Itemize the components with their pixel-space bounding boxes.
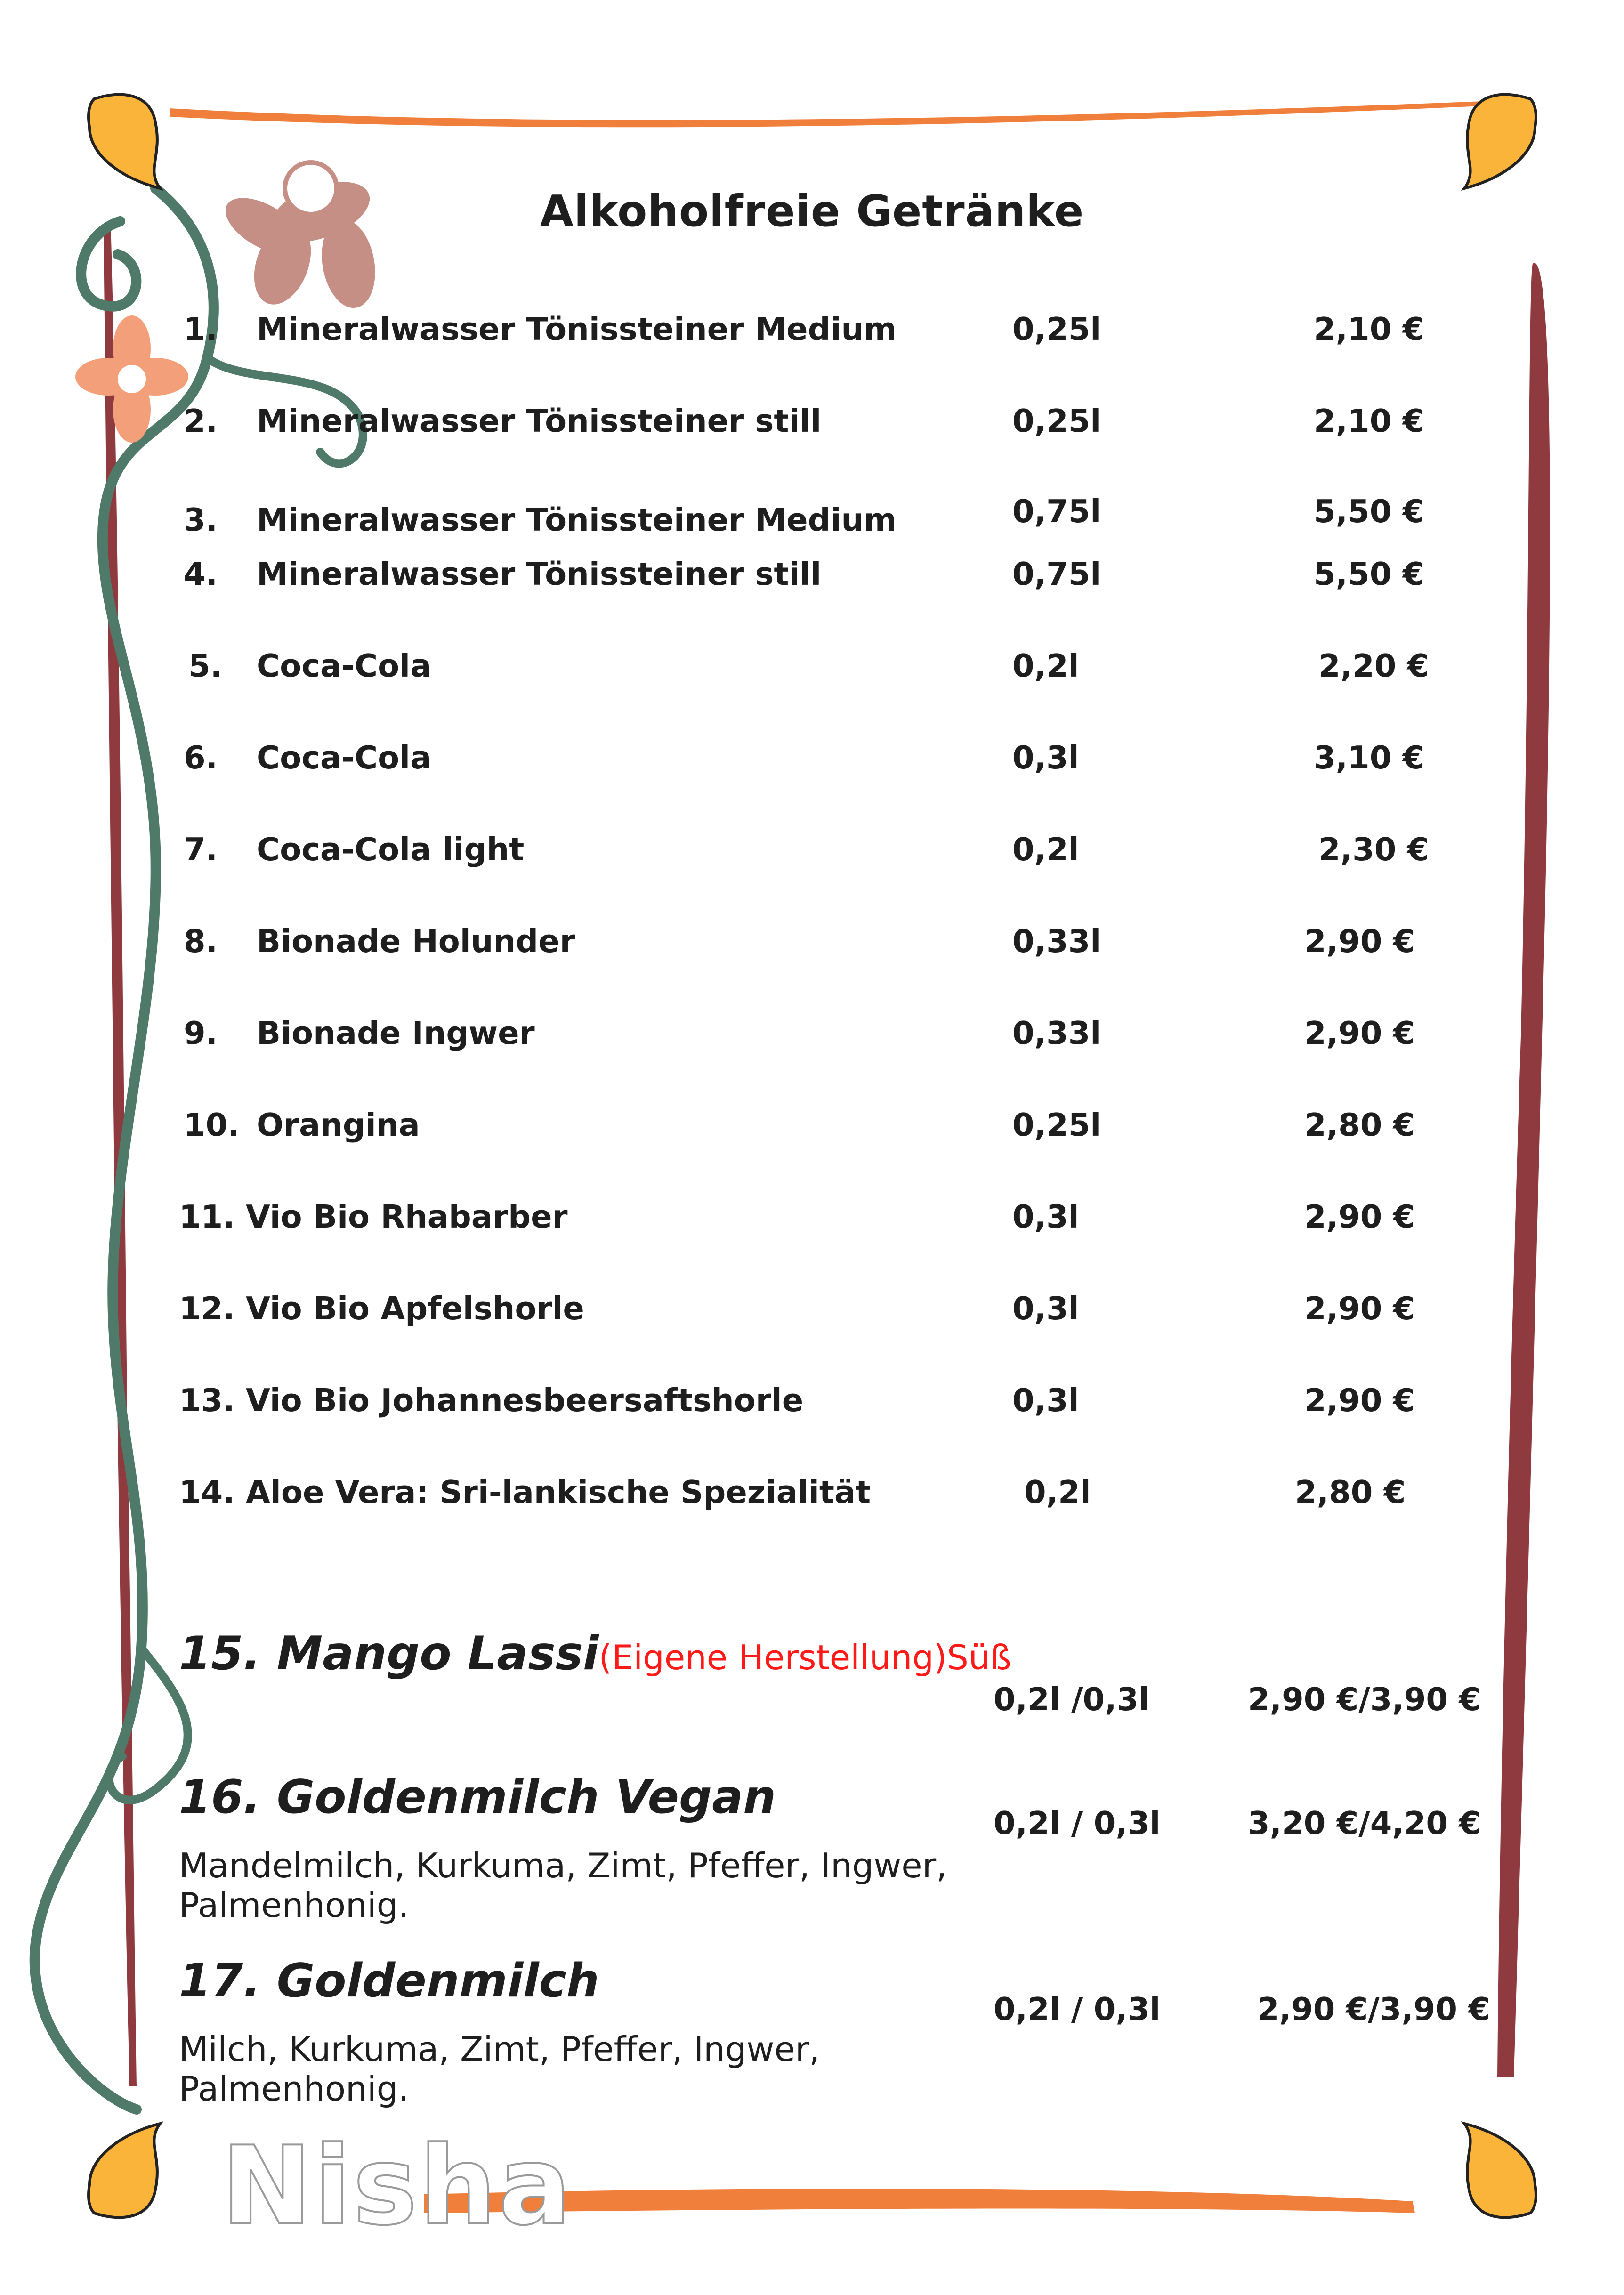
special-size: 0,2l / 0,3l [994,1991,1161,2028]
menu-item: 2. Mineralwasser Tönissteiner still 0,25l 2,10 € [184,403,1425,439]
special-description: Milch, Kurkuma, Zimt, Pfeffer, Ingwer, Palmenhonig. [179,2029,820,2109]
corner-bottom-left [89,2124,160,2217]
menu-item: 13. Vio Bio Johannesbeersaftshorle 0,3l 2,90 € [179,1382,1415,1419]
special-price: 3,20 €/4,20 € [1248,1805,1481,1842]
menu-item: 14. Aloe Vera: Sri-lankische Spezialität 0,2l 2,80 € [179,1474,1406,1511]
logo: Nisha [221,2124,574,2249]
menu-item: 11. Vio Bio Rhabarber 0,3l 2,90 € [179,1198,1415,1235]
special-description: Mandelmilch, Kurkuma, Zimt, Pfeffer, Ingwer, Palmenhonig. [179,1846,947,1925]
menu-item: 5. Coca-Cola 0,2l 2,20 € [188,647,1430,684]
menu-item: 12. Vio Bio Apfelshorle 0,3l 2,90 € [179,1290,1415,1327]
special-size: 0,2l /0,3l [994,1681,1150,1718]
special-size: 0,2l / 0,3l [994,1805,1161,1842]
menu-item: 9. Bionade Ingwer 0,33l 2,90 € [184,1015,1415,1051]
menu-item: 6. Coca-Cola 0,3l 3,10 € [184,739,1425,776]
menu-item: 10. Orangina 0,25l 2,80 € [184,1107,1415,1143]
corner-top-right [1464,95,1536,188]
special-item: 16. Goldenmilch Vegan [179,1770,776,1824]
corner-bottom-right [1464,2124,1536,2217]
menu-item: 7. Coca-Cola light 0,2l 2,30 € [184,831,1430,868]
special-price: 2,90 €/3,90 € [1248,1681,1481,1718]
top-brush-stroke [170,101,1483,127]
menu-item: 1. Mineralwasser Tönissteiner Medium 0,25l 2,10 € [184,311,1425,347]
special-item: 17. Goldenmilch [179,1954,599,2008]
menu-item: 3. Mineralwasser Tönissteiner Medium 0,75l 5,50 € [184,493,1425,538]
menu-title: Alkoholfreie Getränke [540,186,1084,236]
menu-item: 8. Bionade Holunder 0,33l 2,90 € [184,923,1415,960]
special-price: 2,90 €/3,90 € [1257,1991,1490,2028]
menu-item: 4. Mineralwasser Tönissteiner still 0,75l 5,50 € [184,556,1425,592]
corner-top-left [89,95,160,188]
special-item: 15. Mango Lassi(Eigene Herstellung)Süß [179,1627,1011,1681]
